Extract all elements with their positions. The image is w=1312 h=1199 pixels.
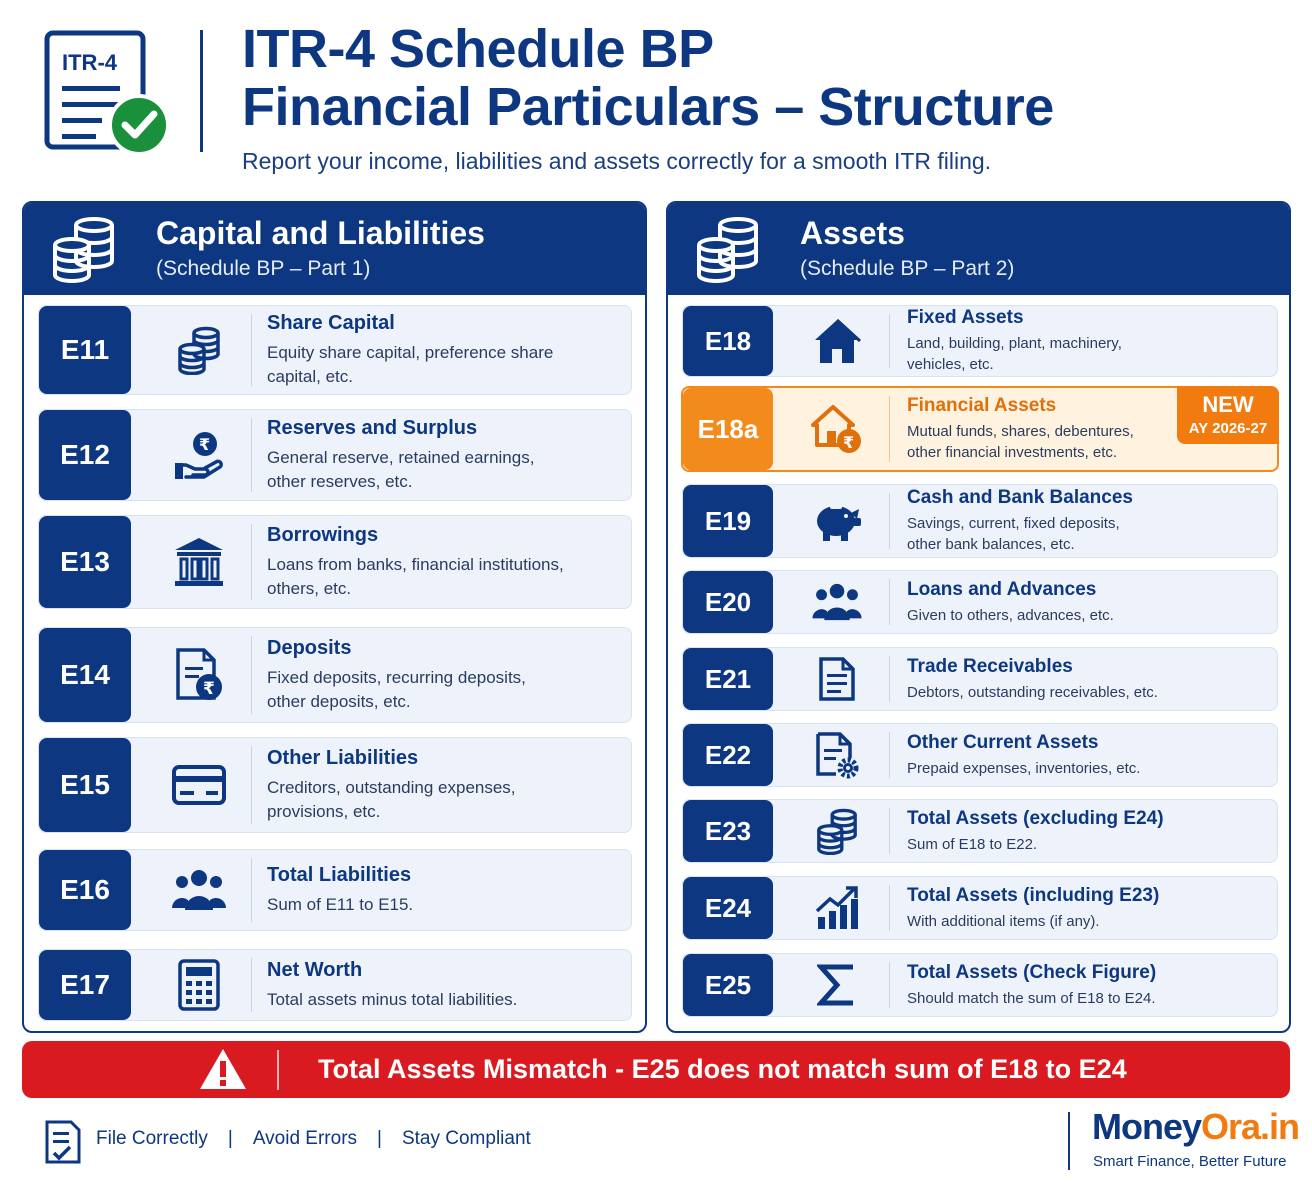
calculator-icon	[178, 959, 220, 1011]
title-line-1: ITR-4 Schedule BP	[242, 19, 714, 79]
row-title: Total Assets (Check Figure)	[907, 961, 1157, 983]
rupee-document-icon	[173, 647, 225, 703]
bank-icon	[172, 535, 226, 589]
capital-liabilities-panel	[22, 201, 647, 1033]
brand-tagline: Smart Finance, Better Future	[1093, 1153, 1287, 1170]
panel-title: Capital and Liabilities	[156, 215, 485, 251]
warning-icon	[198, 1047, 248, 1091]
row-title: Total Assets (including E23)	[907, 884, 1160, 906]
row-code: E15	[39, 738, 131, 832]
list-item	[38, 409, 632, 501]
list-item	[38, 515, 632, 609]
document-gear-icon	[815, 731, 859, 779]
list-item	[38, 305, 632, 395]
panel-header	[668, 203, 1289, 295]
row-desc: General reserve, retained earnings, other reserves, etc.	[267, 447, 535, 491]
page-subtitle: Report your income, liabilities and assets correctly for a smooth ITR filing.	[242, 148, 992, 174]
list-item	[38, 737, 632, 833]
row-desc: Equity share capital, preference share capital, etc.	[267, 342, 554, 386]
panel-title: Assets	[800, 215, 905, 251]
row-code: E18	[683, 306, 773, 376]
row-title: Total Assets (excluding E24)	[907, 807, 1164, 829]
document-list-icon	[818, 656, 856, 702]
new-badge: NEW AY 2026-27	[1177, 386, 1279, 444]
row-code: E23	[683, 800, 773, 862]
row-code: E11	[39, 306, 131, 394]
row-desc: Sum of E18 to E22.	[907, 835, 1038, 853]
alert-text: Total Assets Mismatch - E25 does not match sum of E18 to E24	[318, 1054, 1127, 1084]
doc-icon-label: ITR-4	[62, 50, 117, 75]
page-title	[242, 20, 1054, 136]
row-code: E24	[683, 877, 773, 939]
list-item	[682, 799, 1278, 863]
footer-link-stay-compliant: Stay Compliant	[401, 1128, 531, 1149]
svg-text:₹: ₹	[843, 433, 855, 452]
list-item	[682, 484, 1278, 558]
assets-panel	[666, 201, 1291, 1033]
row-title: Other Current Assets	[907, 731, 1099, 753]
row-title: Share Capital	[267, 311, 395, 334]
growth-chart-icon	[814, 885, 860, 931]
coins-stack-icon	[52, 215, 116, 283]
piggy-bank-icon	[811, 499, 863, 543]
row-title: Reserves and Surplus	[267, 416, 478, 439]
row-code: E22	[683, 724, 773, 786]
row-desc: With additional items (if any).	[907, 912, 1100, 930]
row-title: Borrowings	[267, 523, 379, 546]
row-desc: Mutual funds, shares, debentures, other financial investments, etc.	[907, 423, 1134, 461]
title-line-2: Financial Particulars – Structure	[242, 77, 1054, 137]
row-desc: Prepaid expenses, inventories, etc.	[907, 759, 1141, 777]
panel-subtitle: (Schedule BP – Part 1)	[156, 257, 371, 280]
coins-stack-icon	[696, 215, 760, 283]
row-code: E13	[39, 516, 131, 608]
people-icon	[810, 582, 864, 622]
header-divider	[200, 30, 203, 152]
row-desc: Given to others, advances, etc.	[907, 606, 1114, 624]
row-title: Net Worth	[267, 958, 363, 981]
row-title: Deposits	[267, 636, 352, 659]
row-code: E18a	[683, 388, 773, 470]
row-code: E21	[683, 648, 773, 710]
list-item	[682, 647, 1278, 711]
list-item	[682, 570, 1278, 634]
row-code: E17	[39, 950, 131, 1020]
row-desc: Loans from banks, financial institutions, others, etc.	[267, 554, 564, 598]
mismatch-alert	[22, 1041, 1290, 1098]
row-code: E14	[39, 628, 131, 722]
panel-subtitle: (Schedule BP – Part 2)	[800, 257, 1015, 280]
itr-document-icon	[44, 30, 170, 156]
panel-header	[24, 203, 645, 295]
row-desc: Sum of E11 to E15.	[267, 894, 414, 914]
credit-card-icon	[172, 765, 226, 805]
row-title: Cash and Bank Balances	[907, 487, 1133, 508]
coins-icon	[815, 807, 859, 855]
house-icon	[812, 317, 862, 365]
row-desc: Should match the sum of E18 to E24.	[907, 989, 1156, 1007]
row-code: E12	[39, 410, 131, 500]
footer-link-avoid-errors: Avoid Errors	[252, 1128, 358, 1149]
row-desc: Debtors, outstanding receivables, etc.	[907, 683, 1158, 701]
row-desc: Land, building, plant, machinery, vehicles, etc.	[907, 335, 1122, 373]
footer-link-file-correctly: File Correctly	[96, 1128, 208, 1149]
list-item-highlighted	[681, 386, 1279, 472]
list-item	[682, 305, 1278, 377]
people-icon	[171, 868, 227, 912]
row-title: Financial Assets	[907, 395, 1057, 416]
row-desc: Savings, current, fixed deposits, other bank balances, etc.	[907, 515, 1120, 553]
sigma-icon	[817, 963, 857, 1007]
brand-divider	[1068, 1112, 1070, 1170]
row-code: E25	[683, 954, 773, 1016]
row-title: Trade Receivables	[907, 655, 1073, 677]
row-desc: Total assets minus total liabilities.	[267, 989, 518, 1009]
row-title: Loans and Advances	[907, 578, 1097, 600]
row-code: E19	[683, 485, 773, 557]
row-title: Total Liabilities	[267, 863, 412, 886]
list-item	[38, 849, 632, 931]
row-desc: Creditors, outstanding expenses, provisions, etc.	[267, 777, 516, 821]
rupee-hand-icon	[173, 429, 225, 481]
footer-links: File Correctly | Avoid Errors | Stay Compliant	[96, 1128, 531, 1149]
checklist-icon	[44, 1118, 82, 1166]
list-item	[682, 723, 1278, 787]
row-code: E20	[683, 571, 773, 633]
coins-icon	[176, 325, 222, 375]
row-desc: Fixed deposits, recurring deposits, other deposits, etc.	[267, 667, 526, 711]
row-code: E16	[39, 850, 131, 930]
list-item	[38, 949, 632, 1021]
svg-text:₹: ₹	[203, 679, 215, 699]
list-item	[38, 627, 632, 723]
list-item	[682, 876, 1278, 940]
svg-text:₹: ₹	[199, 435, 211, 454]
house-rupee-icon	[809, 403, 865, 455]
row-title: Other Liabilities	[267, 746, 419, 769]
list-item	[682, 953, 1278, 1017]
row-title: Fixed Assets	[907, 307, 1024, 328]
brand-logo: MoneyOra.in	[1092, 1106, 1300, 1147]
